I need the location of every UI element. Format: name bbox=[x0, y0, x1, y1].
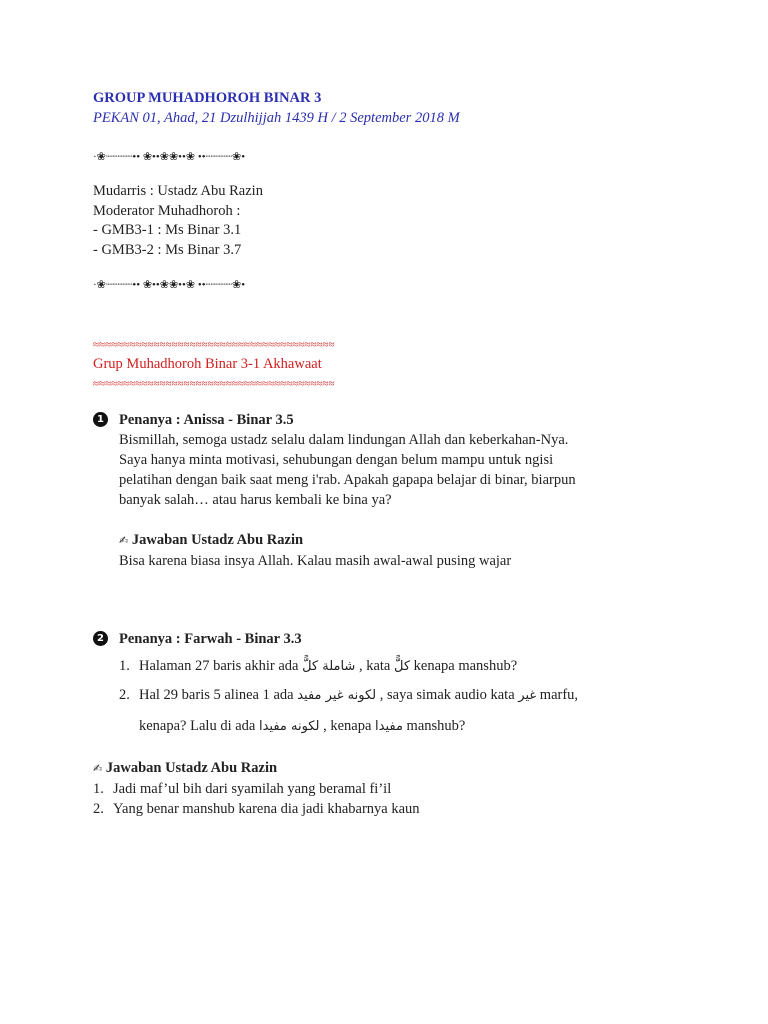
wave-line-top: ≈≈≈≈≈≈≈≈≈≈≈≈≈≈≈≈≈≈≈≈≈≈≈≈≈≈≈≈≈≈≈≈≈≈≈≈≈≈≈≈ bbox=[93, 339, 335, 351]
item-text: kenapa? Lalu di ada bbox=[139, 717, 259, 734]
number-badge: 2 bbox=[93, 631, 108, 646]
answer-list bbox=[93, 779, 693, 819]
arabic-text: كلًّ bbox=[393, 658, 411, 674]
document-subtitle: PEKAN 01, Ahad, 21 Dzulhijjah 1439 H / 2 September 2018 M bbox=[93, 110, 460, 126]
question-2 bbox=[93, 629, 693, 742]
answer-text: Jadi maf’ul bih dari syamilah yang beramal fi’il bbox=[113, 780, 392, 797]
question-line: banyak salah… atau harus kembali ke bina ya? bbox=[119, 491, 392, 508]
question-line: Saya hanya minta motivasi, sehubungan dengan belum mampu untuk ngisi bbox=[119, 451, 554, 468]
writing-hand-icon: ✍ bbox=[119, 533, 129, 547]
section-title: Grup Muhadhoroh Binar 3-1 Akhawaat bbox=[93, 356, 322, 372]
answer-heading-text: Jawaban Ustadz Abu Razin bbox=[105, 759, 278, 776]
item-text: , saya simak audio kata bbox=[376, 686, 519, 703]
arabic-text: مفيدا bbox=[375, 718, 403, 734]
question-list bbox=[119, 653, 693, 742]
question-1 bbox=[93, 410, 693, 571]
question-asker: Penanya : Farwah - Binar 3.3 bbox=[119, 630, 302, 647]
question-line: Bismillah, semoga ustadz selalu dalam lindungan Allah dan keberkahan-Nya. bbox=[119, 431, 569, 448]
list-item bbox=[93, 799, 693, 819]
list-number: 1. bbox=[93, 780, 104, 797]
gmb2-line: - GMB3-2 : Ms Binar 3.7 bbox=[93, 241, 242, 258]
answer-text: Yang benar manshub karena dia jadi khabarnya kaun bbox=[113, 800, 420, 817]
number-badge: 1 bbox=[93, 412, 108, 427]
item-text: Halaman 27 baris akhir ada bbox=[139, 657, 303, 674]
arabic-text: لكونه مفيدا bbox=[258, 718, 320, 734]
list-number: 2. bbox=[93, 800, 104, 817]
item-text: Hal 29 baris 5 alinea 1 ada bbox=[139, 686, 298, 703]
answer-heading bbox=[93, 758, 693, 779]
gmb1-line: - GMB3-1 : Ms Binar 3.1 bbox=[93, 222, 242, 238]
moderator-line: Moderator Muhadhoroh : bbox=[93, 202, 241, 219]
item-text: manshub? bbox=[402, 717, 466, 734]
item-text: kenapa manshub? bbox=[410, 657, 518, 674]
list-item bbox=[119, 653, 693, 680]
answer-text: Bisa karena biasa insya Allah. Kalau masih awal-awal pusing wajar bbox=[119, 552, 512, 569]
arabic-text: لكونه غير مفيد bbox=[297, 687, 377, 703]
ornament-divider: ·❀┈┈┈┈•• ❀••❀❀••❀ ••┈┈┈┈❀• bbox=[93, 151, 246, 163]
wave-line-bottom: ≈≈≈≈≈≈≈≈≈≈≈≈≈≈≈≈≈≈≈≈≈≈≈≈≈≈≈≈≈≈≈≈≈≈≈≈≈≈≈≈ bbox=[93, 377, 335, 390]
answer-heading bbox=[119, 530, 693, 551]
list-item bbox=[93, 779, 693, 799]
mudarris-line: Mudarris : Ustadz Abu Razin bbox=[93, 183, 263, 199]
answer-heading-text: Jawaban Ustadz Abu Razin bbox=[131, 531, 304, 548]
document-title: GROUP MUHADHOROH BINAR 3 bbox=[93, 90, 322, 106]
list-item-continuation bbox=[119, 711, 693, 742]
writing-hand-icon: ✍ bbox=[93, 761, 103, 775]
arabic-text: غير bbox=[518, 687, 537, 703]
list-number: 2. bbox=[119, 686, 130, 703]
question-line: pelatihan dengan baik saat meng i'rab. Apakah gapapa belajar di binar, biarpun bbox=[119, 471, 576, 488]
list-number: 1. bbox=[119, 657, 130, 674]
arabic-text: شاملة كلًّ bbox=[302, 658, 356, 674]
list-item bbox=[119, 680, 693, 711]
item-text: marfu, bbox=[536, 686, 579, 703]
item-text: , kata bbox=[355, 657, 394, 674]
question-asker: Penanya : Anissa - Binar 3.5 bbox=[119, 411, 294, 428]
document-page bbox=[93, 88, 693, 819]
ornament-divider-2: ·❀┈┈┈┈•• ❀••❀❀••❀ ••┈┈┈┈❀• bbox=[93, 279, 246, 291]
item-text: , kenapa bbox=[319, 717, 376, 734]
